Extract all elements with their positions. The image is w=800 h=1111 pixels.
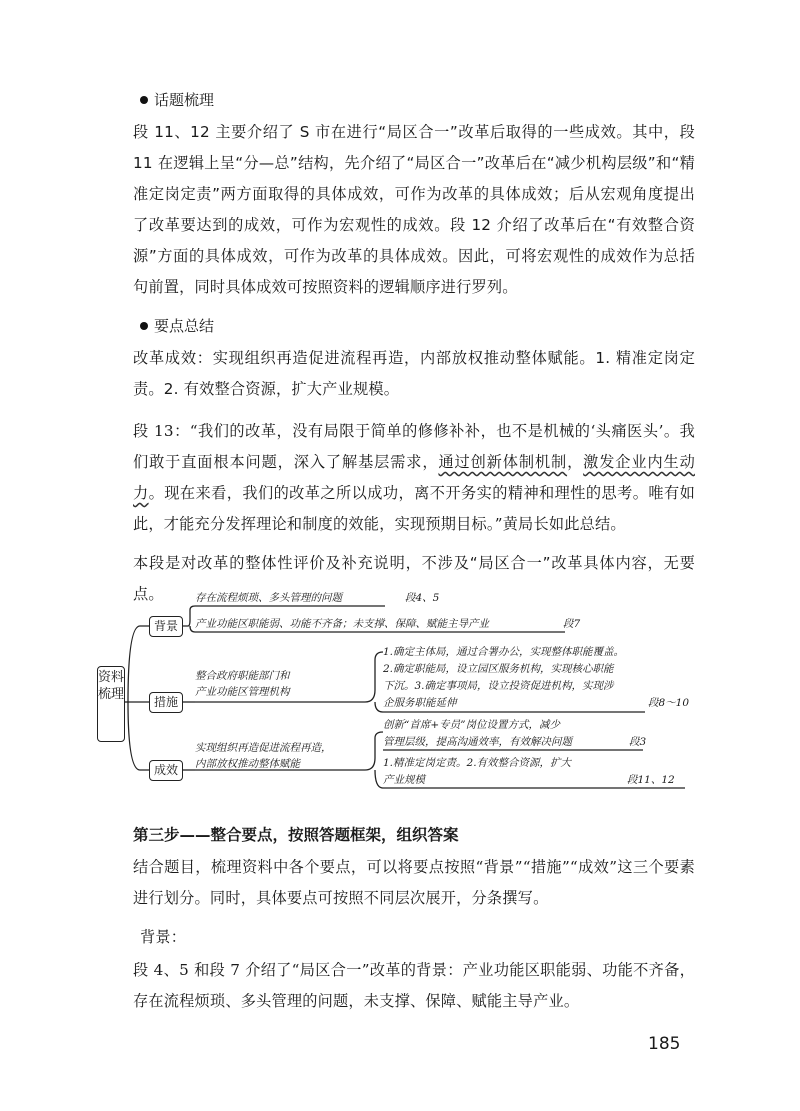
mindmap-results-upper-2: 管理层级，提高沟通效率，有效解决问题 [383,736,572,748]
bullet-icon [140,96,148,104]
underlined-phrase: 激发企业内生动力 [133,453,695,502]
topic-heading: 话题梳理 [140,88,214,112]
mindmap-root: 资料梳理 [97,666,125,742]
step3-paragraph: 结合题目，梳理资料中各个要点，可以将要点按照“背景”“措施”“成效”这三个要素进行划分。同时，具体要点可按照不同层次展开，分条撰写。 [133,858,695,907]
step3-heading: 第三步——整合要点，按照答题框架，组织答案 [133,826,459,844]
page-number: 185 [648,1034,681,1054]
mindmap-diagram [95,590,705,795]
mindmap-background-ref-1: 段4、5 [405,592,440,604]
mindmap-results-lower-1: 1.精准定岗定责。2.有效整合资源，扩大 [383,757,572,769]
mindmap-results-upper-1: 创新“首席+专员”岗位设置方式，减少 [383,719,561,731]
mindmap-measures-left-2: 产业功能区管理机构 [195,686,290,698]
mindmap-background-item-2: 产业功能区职能弱、功能不齐备；未支撑、保障、赋能主导产业 [195,618,489,630]
topic-paragraph: 段 11、12 主要介绍了 S 市在进行“局区合一”改革后取得的一些成效。其中，段 11 在逻辑上呈“分—总”结构，先介绍了“局区合一”改革后在“减少机构层级”和“精准定岗定责”两方面取得的具体成效，可作为改革的具体成效；后从宏观角度提出了改革要达到的成效，可作为宏观性的成效。段 12 介绍了改革后在“有效整合资源”方面的具体成效，可作为改革的具体成效。因此，可将宏观性的成效作为总括句前置，同时具体成效可按照资料的逻辑顺序进行罗列。 [133,123,695,296]
background-paragraph: 段 4、5 和段 7 介绍了“局区合一”改革的背景：产业功能区职能弱、功能不齐备，存在流程烦琐、多头管理的问题，未支撑、保障、赋能主导产业。 [133,961,695,1010]
mindmap-background-node: 背景 [149,616,183,637]
mindmap-results-upper-ref: 段3 [629,736,647,748]
mindmap-measures-left-1: 整合政府职能部门和 [195,670,290,682]
mindmap-background-item-1: 存在流程烦琐、多头管理的问题 [195,592,342,604]
mindmap-measures-node: 措施 [149,692,183,713]
mindmap-results-lower-ref: 段11、12 [627,774,675,786]
mindmap-results-left-1: 实现组织再造促进流程再造， [195,742,332,754]
mindmap-results-node: 成效 [149,760,183,781]
mindmap-results-left-2: 内部放权推动整体赋能 [195,758,300,770]
bullet-icon [140,322,148,330]
summary-paragraph: 改革成效：实现组织再造促进流程再造，内部放权推动整体赋能。1. 精准定岗定责。2. 有效整合资源，扩大产业规模。 [133,349,695,398]
evaluation-paragraph: 本段是对改革的整体性评价及补充说明，不涉及“局区合一”改革具体内容，无要点。 [133,554,695,603]
mindmap-background-ref-2: 段7 [563,618,581,630]
summary-heading: 要点总结 [140,314,214,338]
mindmap-results-lower-2: 产业规模 [383,774,425,786]
mindmap-measures-detail-3: 下沉。3.确定事项局，设立投资促进机构，实现涉 [383,680,614,692]
background-label: 背景： [140,928,187,946]
mindmap-measures-detail-4: 企服务职能延伸 [383,697,457,709]
underlined-phrase: 通过创新体制机制 [438,453,568,471]
mindmap-measures-detail-1: 1.确定主体局，通过合署办公，实现整体职能覆盖。 [383,646,625,658]
mindmap-measures-detail-2: 2.确定职能局，设立园区服务机构，实现核心职能 [383,663,614,675]
quote-paragraph: 段 13：“我们的改革，没有局限于简单的修修补补，也不是机械的‘头痛医头’。我们敢于直面根本问题，深入了解基层需求，通过创新体制机制，激发企业内生动力。现在来看，我们的改革之所以成功，离不开务实的精神和理性的思考。唯有如此，才能充分发挥理论和制度的效能，实现预期目标。”黄局长如此总结。 [133,422,696,533]
mindmap-measures-ref: 段8～10 [648,697,690,709]
